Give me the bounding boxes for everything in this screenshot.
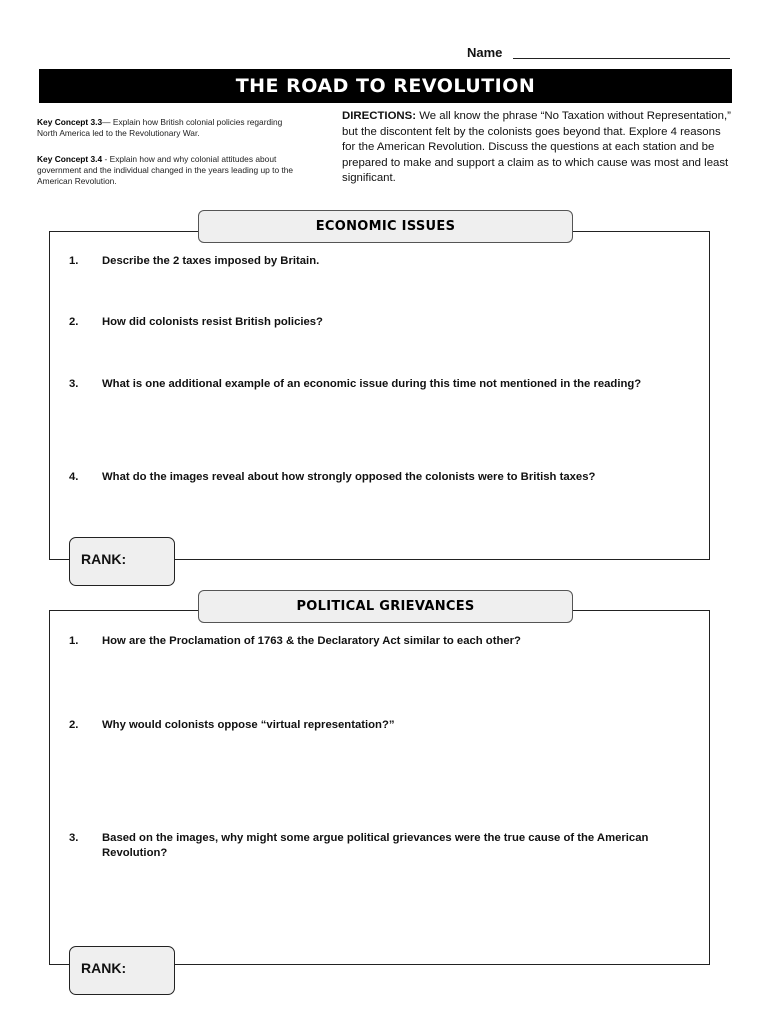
key-concept-label: Key Concept 3.3	[37, 117, 103, 127]
rank-label: RANK:	[81, 551, 127, 567]
name-field[interactable]	[513, 58, 730, 59]
key-concept-3-4	[37, 154, 302, 187]
question-text: Why would colonists oppose “virtual representation?”	[102, 719, 395, 731]
question-text: How did colonists resist British policies?	[102, 316, 323, 328]
question-text: Describe the 2 taxes imposed by Britain.	[102, 255, 320, 267]
question-number: 2.	[69, 719, 79, 731]
key-concept-3-3	[37, 117, 302, 139]
political-grievances-section	[49, 610, 710, 965]
rank-label: RANK:	[81, 960, 127, 976]
page-title: THE ROAD TO REVOLUTION	[39, 69, 732, 103]
question-number: 3.	[69, 378, 79, 390]
question-text: What do the images reveal about how strongly opposed the colonists were to British taxes?	[102, 471, 596, 483]
question-text: How are the Proclamation of 1763 & the Declaratory Act similar to each other?	[102, 635, 521, 647]
question-text: What is one additional example of an economic issue during this time not mentioned in the reading?	[102, 378, 642, 390]
directions-text: We all know the phrase “No Taxation without Representation,” but the discontent felt by the colonists goes beyond that. Explore 4 reasons for the American Revolution. Discuss the questions at each station and be prepared to make and support a claim as to which cause was most and least significant.	[342, 110, 731, 184]
key-concept-text: Explain how British colonial policies regarding North America led to the Revolutionary War.	[37, 117, 283, 138]
political-rank-box[interactable]	[69, 946, 175, 995]
question-number: 2.	[69, 316, 79, 328]
name-label: Name	[467, 45, 503, 60]
question-number: 1.	[69, 255, 79, 267]
political-grievances-heading: POLITICAL GRIEVANCES	[198, 590, 573, 623]
question-number: 4.	[69, 471, 79, 483]
economic-issues-section	[49, 231, 710, 560]
economic-rank-box[interactable]	[69, 537, 175, 586]
key-concept-label: Key Concept 3.4	[37, 154, 103, 164]
key-concept-text: Explain how and why colonial attitudes about government and the individual changed in the years leading up to the American Revolution.	[37, 154, 294, 186]
economic-issues-heading: ECONOMIC ISSUES	[198, 210, 573, 243]
directions	[342, 109, 732, 187]
directions-label: DIRECTIONS:	[342, 110, 417, 122]
question-text: Based on the images, why might some argue political grievances were the true cause of the American Revolution?	[102, 832, 649, 859]
key-concept-separator: —	[102, 117, 113, 127]
key-concept-separator: -	[102, 154, 110, 164]
question-number: 3.	[69, 832, 79, 844]
question-number: 1.	[69, 635, 79, 647]
